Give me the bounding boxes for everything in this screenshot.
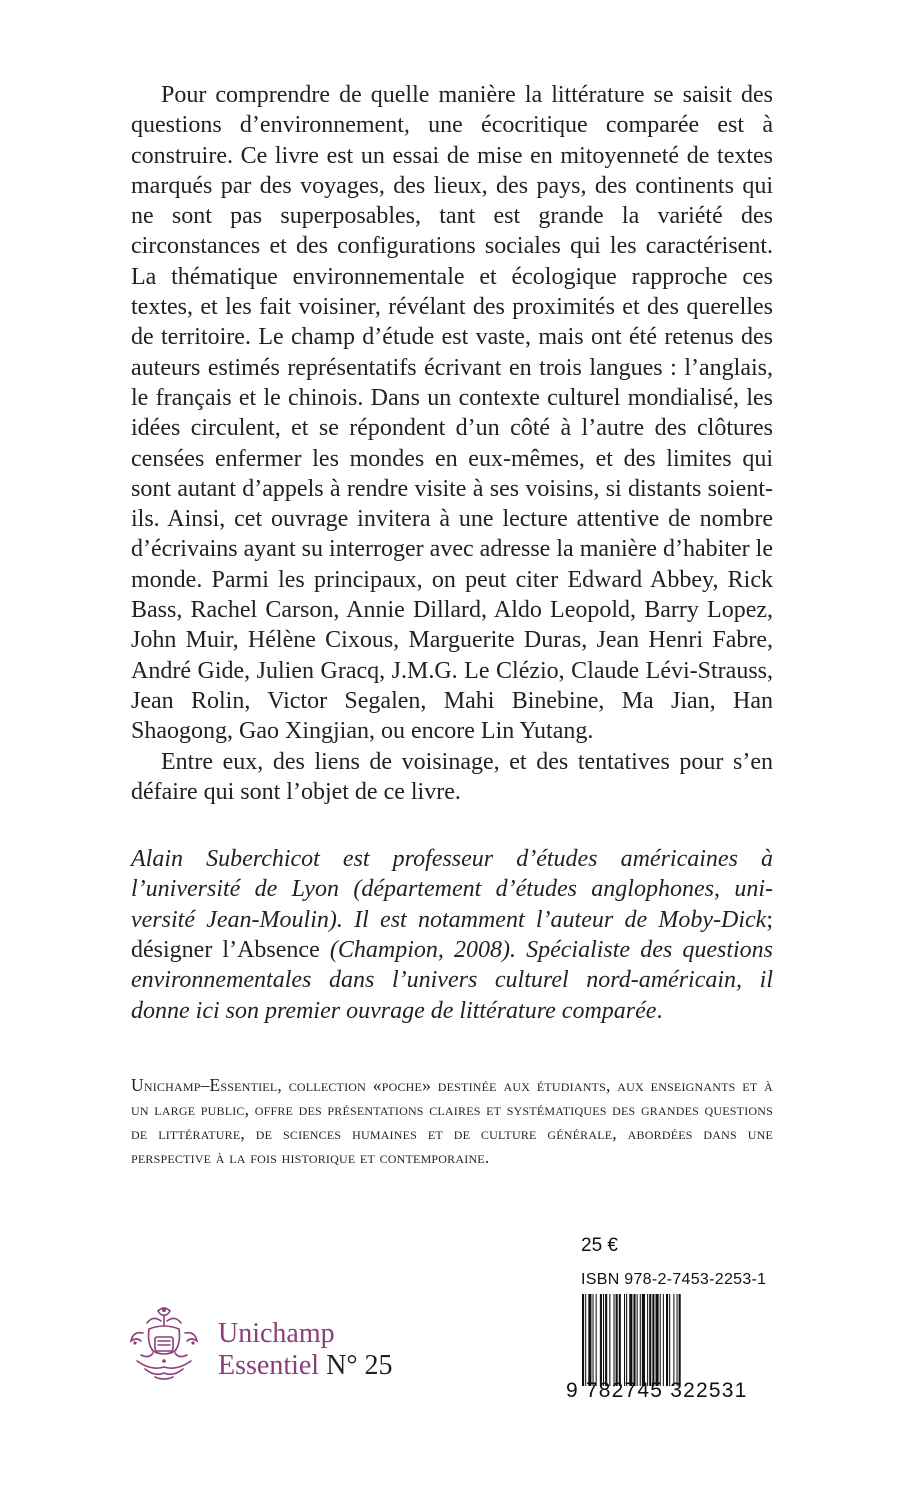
back-cover-text xyxy=(131,80,773,1169)
author-bio xyxy=(131,844,773,1026)
isbn-label: ISBN 978-2-7453-2253-1 xyxy=(581,1271,767,1288)
publisher-emblem-icon xyxy=(125,1303,203,1383)
brand-line-2: Essentiel xyxy=(218,1350,320,1381)
barcode-digits: 9 782745 322531 xyxy=(566,1379,748,1402)
description-paragraph-2: Entre eux, des liens de voisinage, et des tentatives pour s’en défaire qui sont l’objet de ce livre. xyxy=(131,748,773,805)
price-label: 25 € xyxy=(581,1235,618,1256)
description-paragraph-1: Pour comprendre de quelle manière la littérature se saisit des questions d’environnement, une écocritique comparée est à construire. Ce livre est un essai de mise en mitoyenneté de textes marqués par des voyages, des lieux, des pays, des continents qui ne sont pas superposables, tant est grande la variété des circonstances et des configurations sociales qui les caractérisent. La thématique environnementale et écologique rapproche ces textes, et les fait voisiner, révélant des proximités et des querelles de territoire. Le champ d’étude est vaste, mais ont été retenus des auteurs estimés représentatifs écrivant en trois langues : l’anglais, le français et le chinois. Dans un contexte culturel mondialisé, les idées circulent, et se répondent d’un côté à l’autre des clôtures censées enfermer les mondes en eux-mêmes, et des limites qui sont autant d’appels à rendre visite à ses voisins, si distants soient-ils. Ainsi, cet ouvrage invitera à une lecture attentive de nombre d’écrivains ayant su interroger avec adresse la manière d’habiter le monde. Parmi les principaux, on peut citer Edward Abbey, Rick Bass, Rachel Carson, Annie Dillard, Aldo Leopold, Barry Lopez, John Muir, Hélène Cixous, Marguerite Duras, Jean Henri Fabre, André Gide, Julien Gracq, J.M.G. Le Clézio, Claude Lévi-Strauss, Jean Rolin, Victor Segalen, Mahi Binebine, Ma Jian, Han Shaogong, Gao Xingjian, ou encore Lin Yutang. xyxy=(131,82,773,745)
author-bio-text-2: ; désigner l’Absence xyxy=(131,906,773,964)
collection-number: N° 25 xyxy=(326,1350,393,1381)
barcode-icon xyxy=(582,1294,768,1386)
collection-brand xyxy=(218,1318,393,1382)
author-bio-text-4: . xyxy=(656,997,663,1024)
brand-line-1: Unichamp xyxy=(218,1318,335,1349)
author-bio-text-3: (Champion, 2008). Spécialiste des questions environnementales dans l’univers culturel nord-américain, il donne ici son premier ouvrage de littérature comparée xyxy=(131,937,774,1024)
collection-description: Unichamp–Essentiel, collection «poche» destinée aux étudiants, aux enseignants et à un large public, offre des présentations claires et systématiques des grandes questions de littérature, de sciences humaines et de culture générale, abordées dans une perspective à la fois historique et contemporaine. xyxy=(131,1074,773,1167)
author-bio-text-1: Alain Suberchicot est professeur d’études américaines à l’université de Lyon (département d’études anglophones, université Jean-Moulin). Il est notamment l’auteur de Moby-Dick xyxy=(131,846,773,933)
